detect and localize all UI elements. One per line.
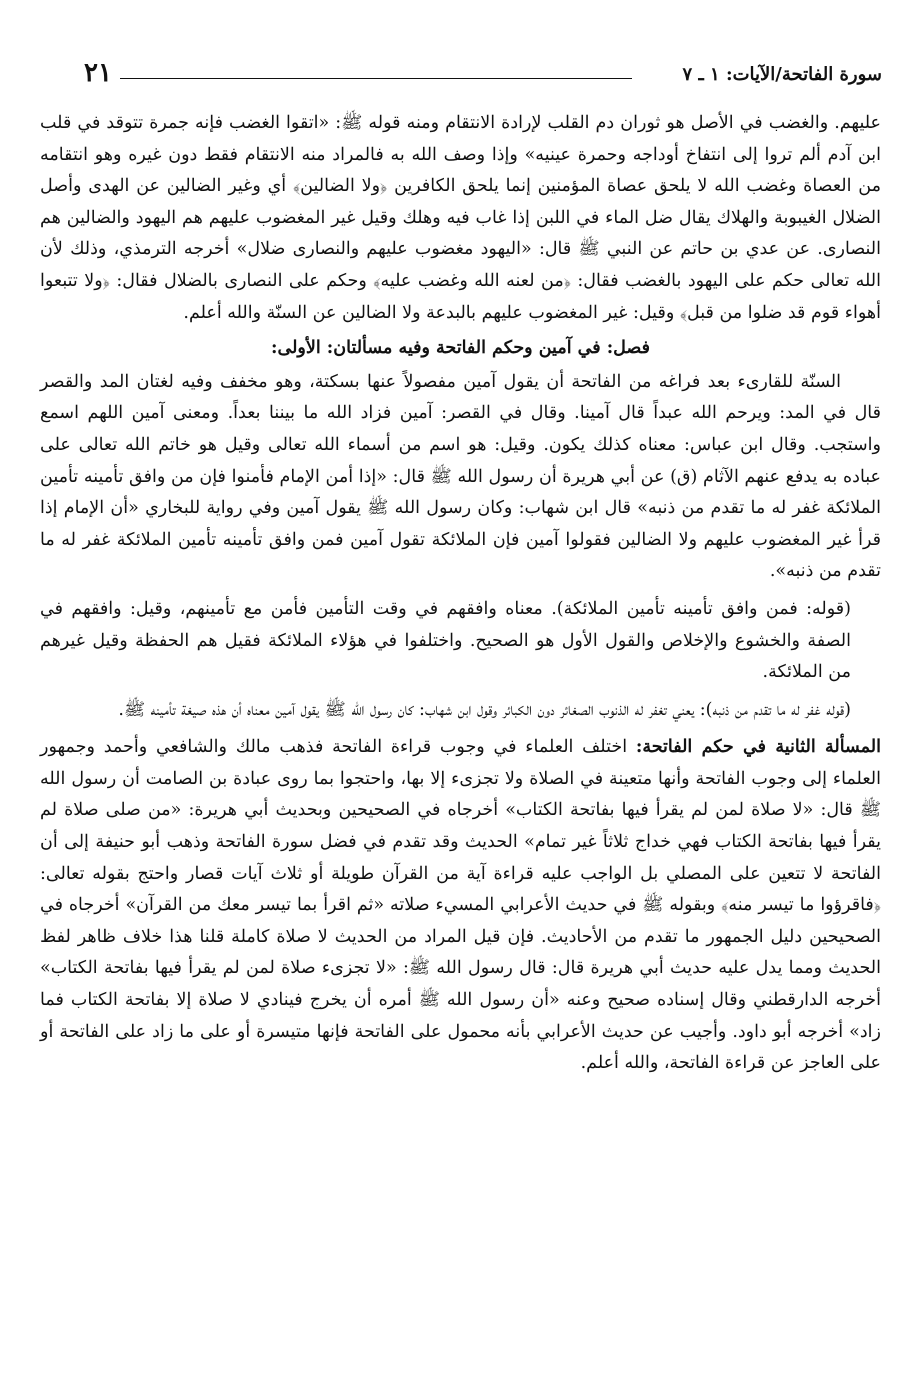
section-heading: فصل: في آمين وحكم الفاتحة وفيه مسألتان: الأولى: [271, 338, 650, 359]
page-number: ٢١ [84, 58, 112, 88]
header-rule [120, 78, 632, 79]
note-paragraph-2: (قوله غفر له ما تقدم من ذنبه): يعني تغفر له الذنوب الصغائر دون الكبائر وقول ابن شهاب: كان رسول الله ﷺ يقول آمين معناه أن هذه صيغة تأمينه ﷺ. [118, 699, 851, 720]
note-paragraph-1: (قوله: فمن وافق تأمينه تأمين الملائكة). معناه وافقهم في وقت التأمين فأمن مع تأمينهم، وقيل: وافقهم في الصفة والخشوع والإخلاص والقول الأول هو الصحيح. واختلفوا في هؤلاء الملائكة فقيل هم الحفظة وقيل غيرهم من الملائكة. [40, 598, 851, 683]
running-title: سورة الفاتحة/الآيات: ١ ـ ٧ [682, 64, 882, 85]
page-body [40, 108, 881, 1080]
second-issue-paragraph [40, 732, 881, 1080]
second-issue-text: اختلف العلماء في وجوب قراءة الفاتحة فذهب مالك والشافعي وأحمد وجمهور العلماء إلى وجوب الفاتحة وأنها متعينة في الصلاة ولا تجزىء إلا بها، واحتجوا بما روى عبادة بن الصامت أن رسول الله ﷺ قال: «لا صلاة لمن لم يقرأ فيها بفاتحة الكتاب» أخرجاه في الصحيحين وبحديث أبي هريرة: «من صلى صلاة لم يقرأ فيها بفاتحة الكتاب فهي خداج ثلاثاً غير تمام» الحديث وقد تقدم في فضل سورة الفاتحة وذهب أبو حنيفة إلى أن الفاتحة لا تتعين على المصلي بل الواجب عليه قراءة آية من القرآن طويلة أو ثلاث آيات قصار واحتج بقوله تعالى: ﴿فاقرؤوا ما تيسر منه﴾ وبقوله ﷺ في حديث الأعرابي المسيء صلاته «ثم اقرأ بما تيسر معك من القرآن» أخرجاه في الصحيحين دليل الجمهور ما تقدم من الأحاديث. فإن قيل المراد من الحديث لا صلاة كاملة قلنا هذا خلاف ظاهر لفظ الحديث ومما يدل عليه حديث أبي هريرة قال: قال رسول الله ﷺ: «لا تجزىء صلاة لمن لم يقرأ فيها بفاتحة الكتاب» أخرجه الدارقطني وقال إسناده صحيح وعنه «أن رسول الله ﷺ أمره أن يخرج فينادي لا صلاة إلا بفاتحة الكتاب فما زاد» أخرجه أبو داود. وأجيب عن حديث الأعرابي بأنه محمول على الفاتحة فإنها متيسرة أو على ما زاد على الفاتحة أو على العاجز عن قراءة الفاتحة، والله أعلم. [40, 737, 881, 1074]
amin-paragraph: السنّة للقارىء بعد فراغه من الفاتحة أن يقول آمين مفصولاً عنها بسكتة، وهو مخفف وفيه لغتان المد والقصر قال في المد: ويرحم الله عبداً قال آمينا. وقال في القصر: آمين فزاد الله ما بيننا بعداً. ومعنى آمين اللهم اسمع واستجب. وقال ابن عباس: معناه كذلك يكون. وقيل: هو اسم من أسماء الله تعالى وقيل هو خاتم الله تعالى على عباده به يدفع عنهم الآثام (ق) عن أبي هريرة أن رسول الله ﷺ قال: «إذا أمن الإمام فأمنوا فإن من وافق تأمينه تأمين الملائكة غفر له ما تقدم من ذنبه» قال ابن شهاب: وكان رسول الله ﷺ يقول آمين وفي رواية للبخاري «أن الإمام إذا قرأ غير المغضوب عليهم ولا الضالين فقولوا آمين فإن الملائكة تقول آمين فمن وافق تأمينه تأمين الملائكة غفر له ما تقدم من ذنبه». [40, 371, 881, 582]
second-issue-title: المسألة الثانية في حكم الفاتحة: [635, 737, 881, 758]
page-header [70, 58, 882, 98]
commentary-paragraph: عليهم. والغضب في الأصل هو ثوران دم القلب لإرادة الانتقام ومنه قوله ﷺ: «اتقوا الغضب فإنه جمرة تتوقد في قلب ابن آدم ألم تروا إلى انتفاخ أوداجه وحمرة عينيه» وإذا وصف الله به فالمراد منه الانتقام فقط دون غيره وهو انتقامه من العصاة وغضب الله لا يلحق عصاة المؤمنين إنما يلحق الكافرين ﴿ولا الضالين﴾ أي وغير الضالين عن الهدى وأصل الضلال الغيبوبة والهلاك يقال ضل الماء في اللبن إذا غاب فيه وهلك وقيل غير المغضوب عليهم هم اليهود والضالين هم النصارى. عن عدي بن حاتم عن النبي ﷺ قال: «اليهود مغضوب عليهم والنصارى ضلال» أخرجه الترمذي، وذلك لأن الله تعالى حكم على اليهود بالغضب فقال: ﴿من لعنه الله وغضب عليه﴾ وحكم على النصارى بالضلال فقال: ﴿ولا تتبعوا أهواء قوم قد ضلوا من قبل﴾ وقيل: غير المغضوب عليهم بالبدعة ولا الضالين عن السنّة والله أعلم. [40, 113, 881, 323]
